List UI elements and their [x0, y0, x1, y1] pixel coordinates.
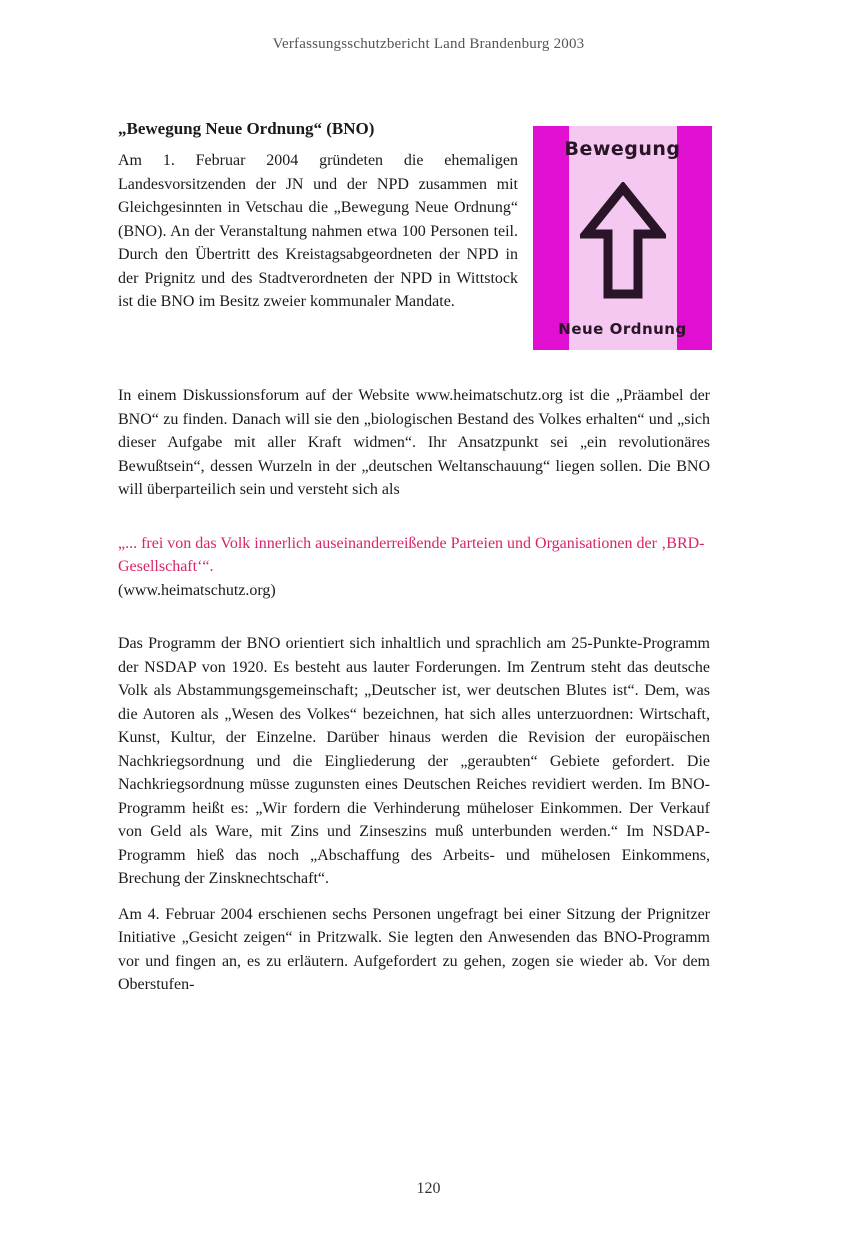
paragraph-3: Am 4. Februar 2004 erschienen sechs Personen ungefragt bei einer Sitzung der Prignitzer Initiative „Gesicht zeigen“ in Pritzwalk. Sie legten den Anwesenden das BNO-Programm vor und fingen an, es zu erläutern. Aufgefordert zu gehen, zogen sie wieder ab. Vor dem Oberstufen- [118, 905, 710, 993]
quote-source: (www.heimatschutz.org) [118, 581, 276, 599]
paragraph-1: In einem Diskussionsforum auf der Website www.heimatschutz.org ist die „Präambel der BNO“ zu finden. Danach will sie den „biologischen Bestand des Volkes erhalten“ und „sich dieser Aufgabe mit aller Kraft widmen“. Ihr Ansatzpunkt sei „ein revolutionäres Bewußtsein“, dessen Wurzeln in der „deutschen Weltanschauung“ liegen sollen. Die BNO will überparteilich sein und versteht sich als [118, 387, 710, 498]
up-arrow-icon [580, 182, 666, 300]
logo-top-text: Bewegung [564, 138, 681, 160]
section-heading: „Bewegung Neue Ordnung“ (BNO) [118, 119, 375, 138]
intro-text [118, 118, 518, 314]
logo-bottom-text: Neue Ordnung [558, 320, 687, 338]
page-header: Verfassungsschutzbericht Land Brandenburg 2003 [272, 36, 585, 52]
page-number: 120 [416, 1180, 441, 1197]
paragraph-2: Das Programm der BNO orientiert sich inhaltlich und sprachlich am 25-Punkte-Programm der NSDAP von 1920. Es besteht aus lauter Forderungen. Im Zentrum steht das deutsche Volk als Abstammungsgemeinschaft; „Deutscher ist, wer deutschen Blutes ist“. Dem, was die Autoren als „Wesen des Volkes“ bezeichnen, hat sich alles unterzuordnen: Wirtschaft, Kunst, Kultur, der Einzelne. Darüber hinaus werden die Revision der europäischen Nachkriegsordnung und die Eingliederung der „geraubten“ Gebiete gefordert. Die Nachkriegsordnung müsse zugunsten eines Deutschen Reiches revidiert werden. Im BNO-Programm heißt es: „Wir fordern die Verhinderung müheloser Einkommen. Der Verkauf von Geld als Ware, mit Zins und Zinseszins muß unterbunden werden.“ Im NSDAP-Programm hieß das noch „Abschaffung des Arbeits- und mühelosen Einkommens, Brechung der Zinsknechtschaft“. [118, 635, 710, 887]
quote: „... frei von das Volk innerlich auseinanderreißende Parteien und Organisationen der ‚BRD-Gesellschaft‘“. [118, 534, 705, 575]
document-content [118, 118, 710, 997]
intro-block [118, 118, 710, 372]
bno-logo [533, 126, 712, 350]
intro-paragraph: Am 1. Februar 2004 gründeten die ehemaligen Landesvorsitzenden der JN und der NPD zusammen mit Gleichgesinnten in Vetschau die „Bewegung Neue Ordnung“ (BNO). An der Veranstaltung nahmen etwa 100 Personen teil. Durch den Übertritt des Kreistagsabgeordneten der NPD in der Prignitz und des Stadtverordneten der NPD in Wittstock ist die BNO im Besitz zweier kommunaler Mandate. [118, 152, 518, 310]
